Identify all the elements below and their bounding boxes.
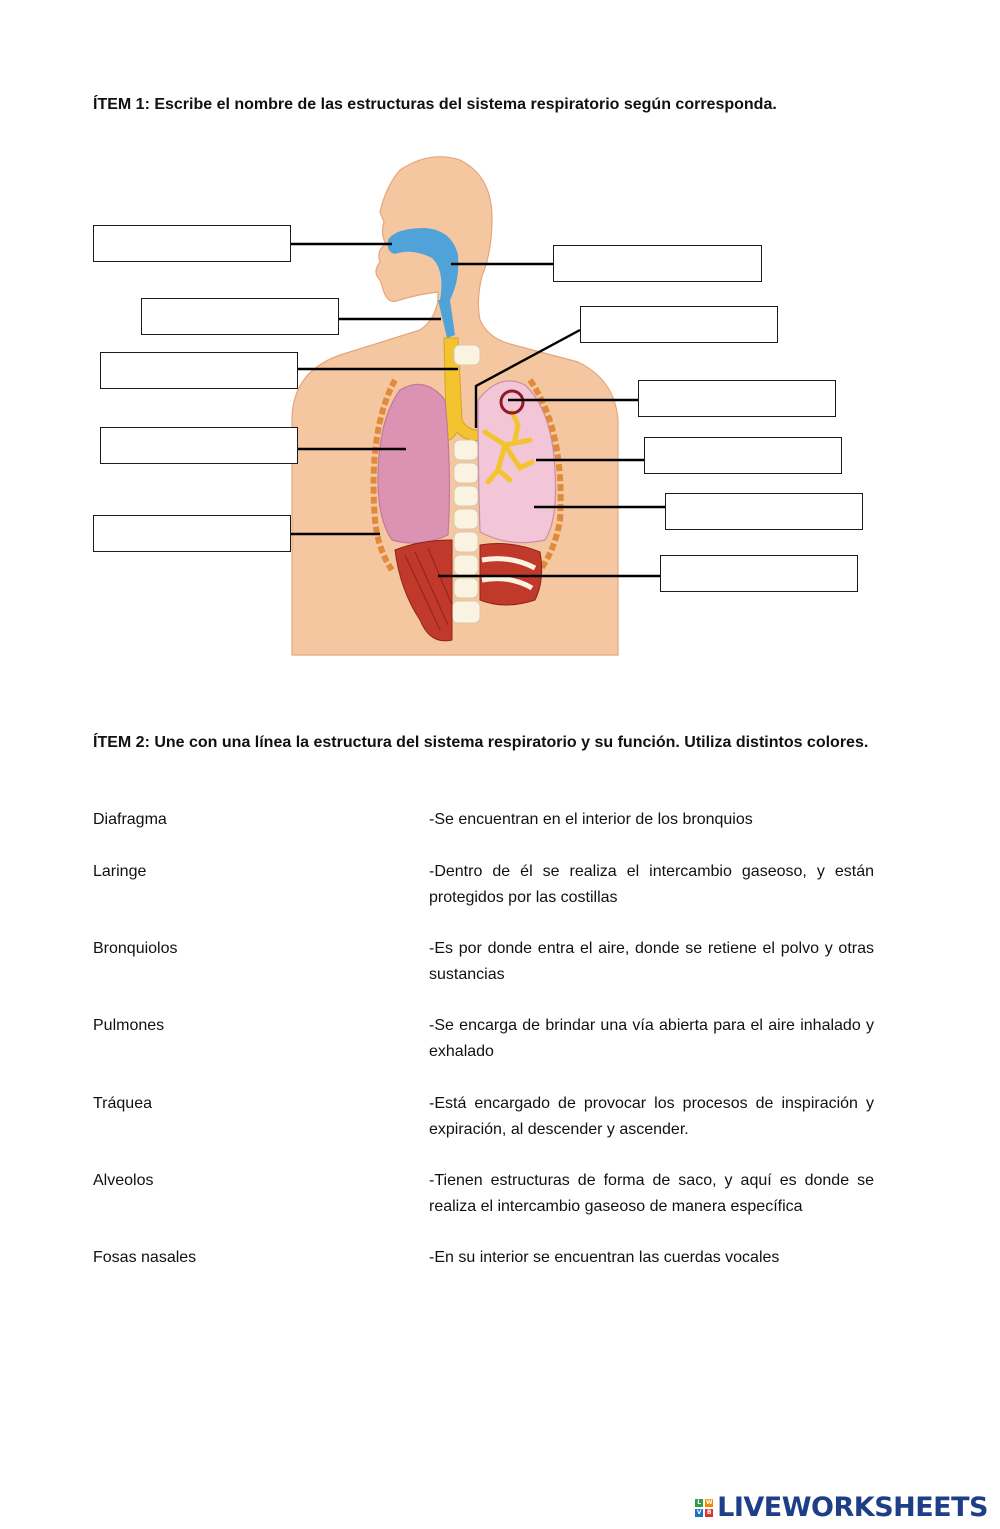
structure-label[interactable]: Bronquiolos (93, 940, 178, 957)
answer-box-ribs[interactable] (93, 515, 291, 552)
answer-box-alveoli[interactable] (638, 380, 836, 417)
function-text[interactable]: -Dentro de él se realiza el intercambio gaseoso, y están protegidos por las costillas (429, 863, 874, 906)
structure-label[interactable]: Pulmones (93, 1017, 165, 1034)
function-text[interactable]: -En su interior se encuentran las cuerdas vocales (429, 1249, 780, 1266)
function-text[interactable]: -Es por donde entra el aire, donde se retiene el polvo y otras sustancias (429, 940, 874, 983)
function-text[interactable]: -Se encarga de brindar una vía abierta para el aire inhalado y exhalado (429, 1017, 874, 1060)
structure-label[interactable]: Alveolos (93, 1172, 154, 1189)
structure-label[interactable]: Tráquea (93, 1095, 152, 1112)
structure-label[interactable]: Diafragma (93, 811, 167, 828)
diaphragm-right-muscle (480, 544, 542, 605)
function-text[interactable]: -Se encuentran en el interior de los bronquios (429, 811, 753, 828)
answer-box-diaphragm[interactable] (660, 555, 858, 592)
logo-grid-icon: L W V B (696, 1498, 713, 1516)
answer-box-pharynx[interactable] (141, 298, 339, 335)
structure-label[interactable]: Fosas nasales (93, 1249, 197, 1266)
item1-title: ÍTEM 1: Escribe el nombre de las estructuras del sistema respiratorio según corresponda. (93, 96, 777, 113)
answer-box-larynx[interactable] (100, 352, 298, 389)
function-text[interactable]: -Está encargado de provocar los procesos de inspiración y expiración, al descender y ascender. (429, 1095, 874, 1138)
item2-title: ÍTEM 2: Une con una línea la estructura del sistema respiratorio y su función. Utiliza distintos colores. (93, 734, 869, 751)
liveworksheets-logo[interactable] (695, 1492, 988, 1523)
answer-box-trachea[interactable] (580, 306, 778, 343)
answer-box-bronchioles[interactable] (644, 437, 842, 474)
brand-name: LIVEWORKSHEETS (717, 1492, 988, 1523)
function-text[interactable]: -Tienen estructuras de forma de saco, y aquí es donde se realiza el intercambio gaseoso de manera específica (429, 1172, 874, 1215)
answer-box-left-lung[interactable] (100, 427, 298, 464)
answer-box-nasal[interactable] (93, 225, 291, 262)
answer-box-oral-cavity[interactable] (553, 245, 762, 282)
answer-box-right-lung[interactable] (665, 493, 863, 530)
structure-label[interactable]: Laringe (93, 863, 147, 880)
respiratory-system-diagram (0, 0, 1000, 700)
